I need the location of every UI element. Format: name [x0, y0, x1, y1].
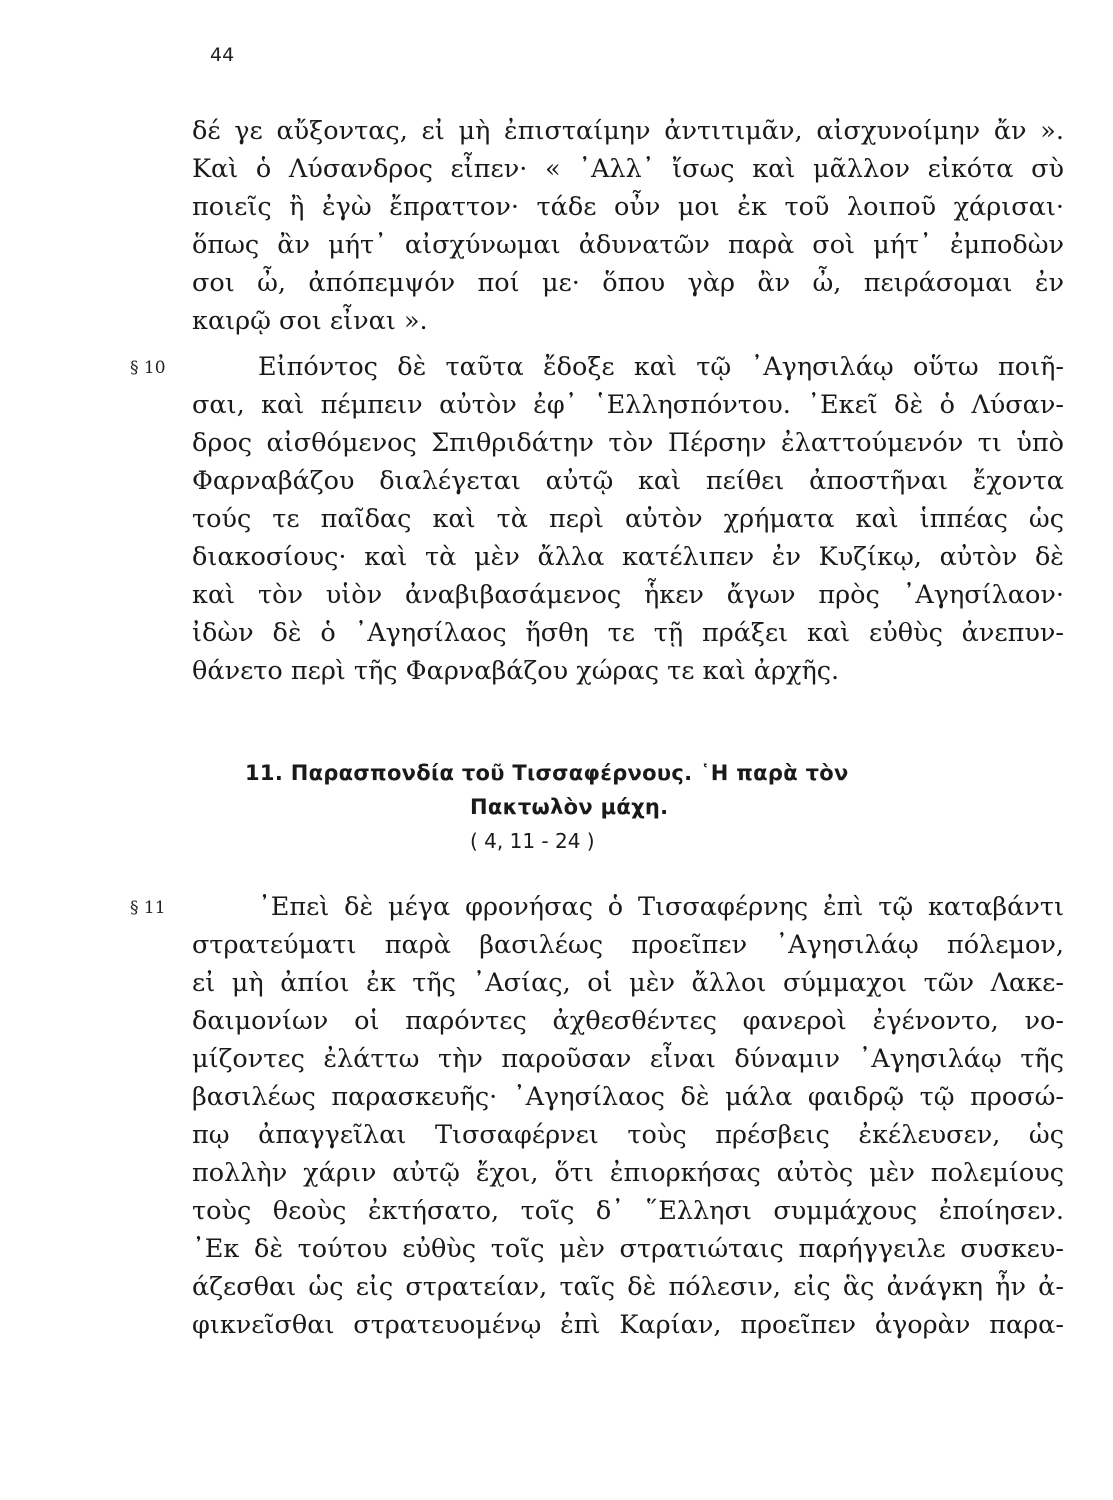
- text-line: φικνεῖσθαι στρατευομένῳ ἐπὶ Καρίαν, προεῖπεν ἀγορὰν παρα-: [192, 1310, 1064, 1340]
- text-line: πῳ ἀπαγγεῖλαι Τισσαφέρνει τοὺς πρέσβεις ἐκέλευσεν, ὡς: [192, 1120, 1064, 1150]
- text-line: πολλὴν χάριν αὐτῷ ἔχοι, ὅτι ἐπιορκήσας αὐτὸς μὲν πολεμίους: [192, 1158, 1064, 1188]
- text-line: δαιμονίων οἱ παρόντες ἀχθεσθέντες φανεροὶ ἐγένοντο, νο-: [192, 1006, 1064, 1036]
- text-line: βασιλέως παρασκευῆς· ᾿Αγησίλαος δὲ μάλα φαιδρῷ τῷ προσώ-: [192, 1082, 1064, 1112]
- text-line: μίζοντες ἐλάττω τὴν παροῦσαν εἶναι δύναμιν ᾿Αγησιλάῳ τῆς: [192, 1044, 1064, 1074]
- text-line: τούς τε παῖδας καὶ τὰ περὶ αὐτὸν χρήματα καὶ ἱππέας ὡς: [192, 504, 1064, 534]
- text-line: ἰδὼν δὲ ὁ ᾿Αγησίλαος ἥσθη τε τῇ πράξει καὶ εὐθὺς ἀνεπυν-: [192, 618, 1064, 648]
- section-reference: ( 4, 11 - 24 ): [470, 829, 595, 853]
- text-line: ᾿Εκ δὲ τούτου εὐθὺς τοῖς μὲν στρατιώταις παρήγγειλε συσκευ-: [192, 1234, 1064, 1264]
- text-line: εἰ μὴ ἀπίοι ἐκ τῆς ᾿Ασίας, οἱ μὲν ἄλλοι σύμμαχοι τῶν Λακε-: [192, 968, 1064, 998]
- text-line: τοὺς θεοὺς ἐκτήσατο, τοῖς δ᾿ ῞Ελλησι συμμάχους ἐποίησεν.: [192, 1196, 1064, 1226]
- text-line: σαι, καὶ πέμπειν αὐτὸν ἐφ᾿ ῾Ελλησπόντου. ᾿Εκεῖ δὲ ὁ Λύσαν-: [192, 390, 1064, 420]
- text-line: ποιεῖς ἢ ἐγὼ ἔπραττον· τάδε οὖν μοι ἐκ τοῦ λοιποῦ χάρισαι·: [192, 192, 1064, 222]
- section-marker-10: § 10: [130, 358, 166, 378]
- text-line: στρατεύματι παρὰ βασιλέως προεῖπεν ᾿Αγησιλάῳ πόλεμον,: [192, 930, 1064, 960]
- page-number: 44: [210, 44, 235, 66]
- text-line: καὶ τὸν υἱὸν ἀναβιβασάμενος ἧκεν ἄγων πρὸς ᾿Αγησίλαον·: [192, 580, 1064, 610]
- section-heading-continued: Πακτωλὸν μάχη.: [470, 795, 669, 819]
- text-line: άζεσθαι ὡς εἰς στρατείαν, ταῖς δὲ πόλεσιν, εἰς ἃς ἀνάγκη ἦν ἀ-: [192, 1272, 1064, 1302]
- text-line: Εἰπόντος δὲ ταῦτα ἔδοξε καὶ τῷ ᾿Αγησιλάῳ οὕτω ποιῆ-: [258, 352, 1064, 382]
- text-line: σοι ὦ, ἀπόπεμψόν ποί με· ὅπου γὰρ ἂν ὦ, πειράσομαι ἐν: [192, 268, 1064, 298]
- text-line: διακοσίους· καὶ τὰ μὲν ἄλλα κατέλιπεν ἐν Κυζίκῳ, αὐτὸν δὲ: [192, 542, 1064, 572]
- text-line: ὅπως ἂν μήτ᾿ αἰσχύνωμαι ἀδυνατῶν παρὰ σοὶ μήτ᾿ ἐμποδὼν: [192, 230, 1064, 260]
- text-line: Καὶ ὁ Λύσανδρος εἶπεν· « ᾿Αλλ᾿ ἴσως καὶ μᾶλλον εἰκότα σὺ: [192, 154, 1064, 184]
- text-line: θάνετο περὶ τῆς Φαρναβάζου χώρας τε καὶ ἀρχῆς.: [192, 656, 840, 686]
- section-marker-11: § 11: [130, 898, 166, 918]
- section-heading: 11. Παρασπονδία τοῦ Τισσαφέρνους. ῾Η παρὰ τὸν: [245, 761, 849, 785]
- text-line: ᾿Επεὶ δὲ μέγα φρονήσας ὁ Τισσαφέρνης ἐπὶ τῷ καταβάντι: [258, 892, 1064, 922]
- text-line: δέ γε αὔξοντας, εἰ μὴ ἐπισταίμην ἀντιτιμᾶν, αἰσχυνοίμην ἄν ».: [192, 116, 1064, 146]
- text-line: Φαρναβάζου διαλέγεται αὐτῷ καὶ πείθει ἀποστῆναι ἔχοντα: [192, 466, 1064, 496]
- text-line: δρος αἰσθόμενος Σπιθριδάτην τὸν Πέρσην ἐλαττούμενόν τι ὑπὸ: [192, 428, 1064, 458]
- text-line: καιρῷ σοι εἶναι ».: [192, 306, 428, 336]
